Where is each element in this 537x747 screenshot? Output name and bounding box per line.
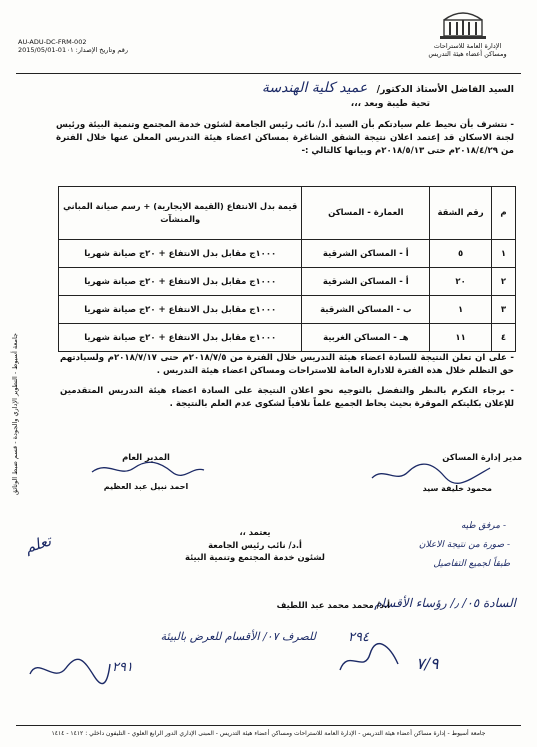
cell-apartment: ١١ — [430, 324, 492, 352]
university-logo — [438, 8, 488, 40]
issue-date: 2015/05/01-01 — [18, 46, 67, 54]
header-index: م — [492, 187, 516, 240]
handwritten-day-mark: ٧/٩ — [416, 654, 439, 673]
header-left — [18, 38, 128, 54]
header-fee: قيمة بدل الانتفاع (القيمة الايجارية) + رسم صيانة المباني والمنشآت — [59, 187, 302, 240]
dept-line2: ومساكن أعضاء هيئة التدريس — [428, 50, 507, 58]
issue-label: رقم وتاريخ الإصدار: ٠١ — [66, 46, 128, 54]
handwritten-routing1: السادة ٠٥/ ٫/ رؤساء الأقسام — [374, 596, 516, 610]
cell-building: أ - المساكن الشرقية — [302, 268, 430, 296]
footer-rule — [16, 725, 521, 726]
cell-fee: ١٠٠٠ج مقابل بدل الانتفاع + ٢٠ج صيانة شهريا — [59, 268, 302, 296]
approver-line2: لشئون خدمة المجتمع وتنمية البيئة — [185, 552, 325, 562]
header-rule — [16, 73, 521, 74]
cell-fee: ١٠٠٠ج مقابل بدل الانتفاع + ٢٠ج صيانة شهريا — [59, 324, 302, 352]
table-row — [59, 240, 516, 268]
cell-index: ١ — [492, 240, 516, 268]
addressee-handwritten: عميد كلية الهندسة — [261, 80, 368, 96]
handwritten-scribble-left — [24, 650, 114, 690]
approver-line1: أ.د/ نائب رئيس الجامعة — [208, 540, 302, 550]
general-manager-name: احمد نبيل عبد العظيم — [103, 482, 189, 491]
cell-fee: ١٠٠٠ج مقابل بدل الانتفاع + ٢٠ج صيانة شهريا — [59, 296, 302, 324]
attachment-line1: - مرفق طيه — [460, 521, 506, 531]
margin-note: جامعة أسيوط - التطوير الإداري والجودة - قسم ضبط الوثائق — [11, 332, 19, 496]
general-manager-title: المدير العام — [122, 452, 170, 462]
housing-manager-name: محمود خليفة سيد — [422, 484, 492, 493]
handwritten-number-left: ٢٩١ — [112, 660, 133, 675]
cell-apartment: ١ — [430, 296, 492, 324]
general-manager-signature — [88, 458, 208, 480]
intro-paragraph: - نتشرف بأن نحيط علم سيادتكم بأن السيد أ.د/ نائب رئيس الجامعة لشئون خدمة المجتمع وتنمية البيئة ورئيس لجنة الاسكان قد إعتمد اعلان نتيجة الشقق الشاغرة بمساكن اعضاء هيئة التدريس المعلن عنها خلال الفترة من ٢٠١٨/٤/٢٩م حتى ٢٠١٨/٥/١٣م وبيانها كالتالي :- — [56, 120, 514, 157]
cell-index: ٢ — [492, 268, 516, 296]
header-building: العمارة - المساكن — [302, 187, 430, 240]
dept-block — [420, 42, 515, 58]
cell-building: أ - المساكن الشرقية — [302, 240, 430, 268]
dept-line1: الإدارة العامة للاستراحات — [433, 42, 502, 50]
approver-name: أ.د/ محمد محمد عبد اللطيف — [276, 600, 390, 610]
cell-fee: ١٠٠٠ج مقابل بدل الانتفاع + ٢٠ج صيانة شهريا — [59, 240, 302, 268]
cell-apartment: ٢٠ — [430, 268, 492, 296]
notice-request: - برجاء التكرم بالنظر والتفضل بالتوجيه نحو اعلان النتيجة على السادة اعضاء هيئة التدريس المتقدمين للإعلان بكليتكم الموقرة بحيث يحاط الجميع علماً تلافياً لشكوى عدم العلم بالنتيجة . — [60, 386, 514, 410]
addressee-line — [90, 80, 514, 96]
handwritten-stamp-note: تعلم — [22, 531, 54, 557]
greeting: تحية طيبة وبعد ،،، — [350, 99, 430, 109]
table-row — [59, 296, 516, 324]
housing-manager-title: مدير إدارة المساكن — [442, 452, 522, 462]
notice-period: - على ان تعلن النتيجة للسادة اعضاء هيئة التدريس خلال الفترة من ٢٠١٨/٧/٥م حتى ٢٠١٨/٧/١٧م ولسيادتهم حق التظلم خلال هذه الفترة للادارة العامة للاستراحات ومساكن اعضاء هيئة التدريس . — [60, 353, 514, 377]
handwritten-routing2: للصرف ٠٧/ الأقسام للعرض بالبيئة — [160, 630, 316, 643]
table-row — [59, 324, 516, 352]
handwritten-scribble-right — [334, 640, 404, 680]
housing-manager-signature — [366, 460, 496, 486]
cell-index: ٤ — [492, 324, 516, 352]
footer-text: جامعة أسيوط - إدارة مساكن أعضاء هيئة التدريس - الإدارة العامة للاستراحات ومساكن أعضاء هيئة التدريس - المبنى الإداري الدور الرابع العلوي - التليفون داخلي : ١٤١٢ - ١٤١٤ — [51, 730, 486, 737]
header-apartment: رقم الشقة — [430, 187, 492, 240]
cell-building: ب - المساكن الشرقية — [302, 296, 430, 324]
approve-label: يعتمد ،، — [239, 527, 271, 537]
cell-building: هـ - المساكن الغربية — [302, 324, 430, 352]
addressee-printed: السيد الفاضل الأستاذ الدكتور/ — [376, 84, 514, 95]
cell-apartment: ٥ — [430, 240, 492, 268]
cell-index: ٣ — [492, 296, 516, 324]
ref-code: AU-ADU-DC-FRM-002 — [18, 38, 87, 46]
table-row — [59, 268, 516, 296]
handwritten-number-right: ٢٩٤ — [348, 630, 369, 645]
housing-table — [58, 186, 516, 352]
attachment-line3: طبقاً لجميع التفاصيل — [433, 559, 510, 569]
attachment-line2: - صورة من نتيجة الاعلان — [418, 540, 510, 550]
table-header-row — [59, 187, 516, 240]
